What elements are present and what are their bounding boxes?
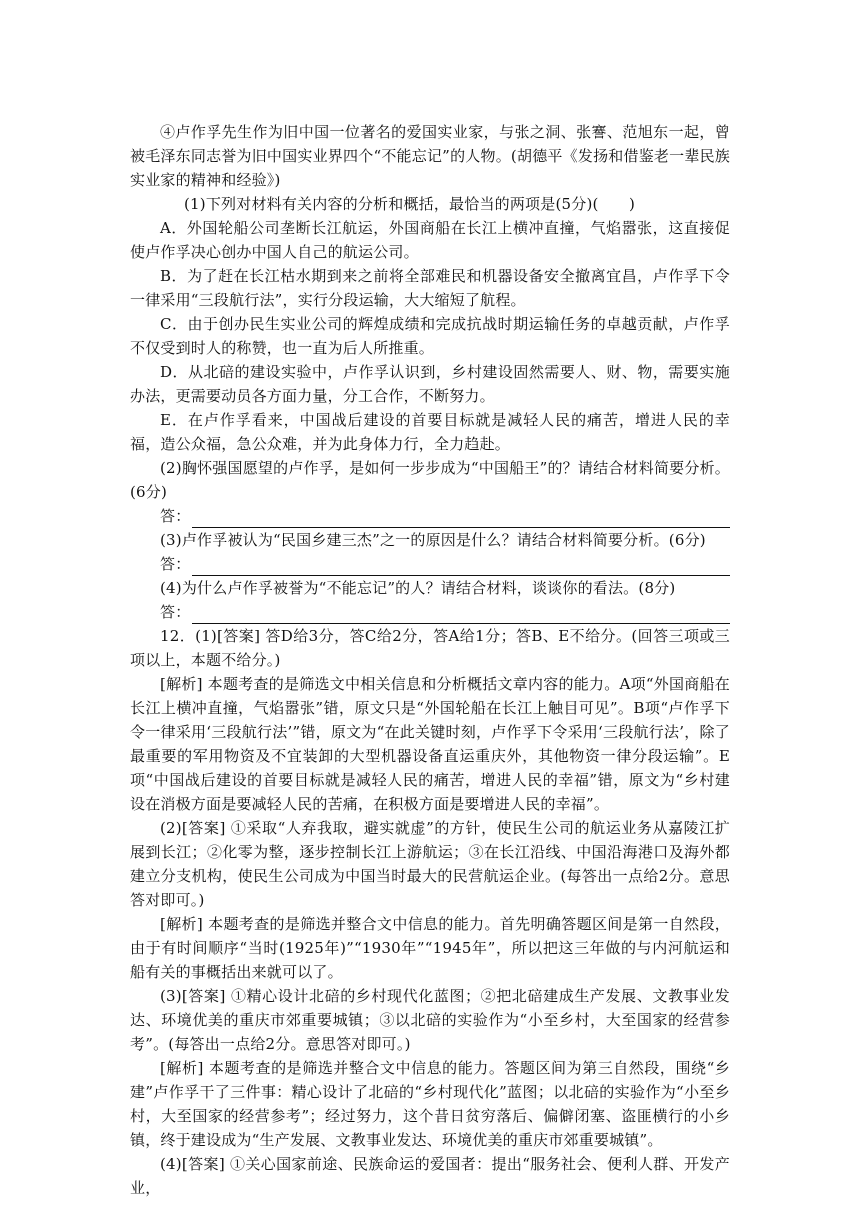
answer-underline <box>192 558 730 576</box>
answer-underline <box>192 510 730 528</box>
question-3: (3)卢作孚被认为“民国乡建三杰”之一的原因是什么？请结合材料简要分析。(6分) <box>160 531 706 549</box>
explanation-1: [解析] 本题考查的是筛选文中相关信息和分析概括文章内容的能力。A项“外国商船在长江上横冲直撞，气焰嚣张”错，原文只是“外国轮船在长江上触目可见”。B项“卢作孚下令一律采用‘三段航行法’”错，原文为“在此关键时刻，卢作孚下令采用‘三段航行法’，除了最重要的军用物资及不宜装卸的大型机器设备直运重庆外，其他物资一律分段运输”。E项“中国战后建设的首要目标就是减轻人民的痛苦，增进人民的幸福”错，原文为“乡村建设在消极方面是要减轻人民的苦痛，在积极方面是要增进人民的幸福”。 <box>130 675 730 813</box>
option-c: C．由于创办民生实业公司的辉煌成绩和完成抗战时期运输任务的卓越贡献，卢作孚不仅受到时人的称赞，也一直为后人所推重。 <box>130 315 730 357</box>
explanation-2: [解析] 本题考查的是筛选并整合文中信息的能力。首先明确答题区间是第一自然段，由于有时间顺序“当时(1925年)”“1930年”“1945年”，所以把这三年做的与内河航运和船有关的事概括出来就可以了。 <box>130 915 730 981</box>
option-a: A．外国轮船公司垄断长江航运，外国商船在长江上横冲直撞，气焰嚣张，这直接促使卢作孚决心创办中国人自己的航运公司。 <box>130 219 730 261</box>
answer-label: 答： <box>160 507 191 525</box>
answer-key-3: (3)[答案] ①精心设计北碚的乡村现代化蓝图；②把北碚建成生产发展、文教事业发达、环境优美的重庆市郊重要城镇；③以北碚的实验作为“小至乡村，大至国家的经营参考”。(每答出一点给2分。意思答对即可。) <box>130 987 730 1053</box>
answer-label: 答： <box>160 603 191 621</box>
document-page <box>130 120 730 1200</box>
material-4-paragraph: ④卢作孚先生作为旧中国一位著名的爱国实业家，与张之洞、张謇、范旭东一起，曾被毛泽东同志誉为旧中国实业界四个“不能忘记”的人物。(胡德平《发扬和借鉴老一辈民族实业家的精神和经验》) <box>130 123 730 189</box>
answer-label: 答： <box>160 555 191 573</box>
answer-underline <box>192 606 730 624</box>
answer-line-4[interactable] <box>160 600 730 624</box>
answer-line-3[interactable] <box>160 552 730 576</box>
answer-key-4: (4)[答案] ①关心国家前途、民族命运的爱国者：提出“服务社会、便利人群、开发产业， <box>130 1155 730 1197</box>
answer-key-2: (2)[答案] ①采取“人弃我取，避实就虚”的方针，使民生公司的航运业务从嘉陵江扩展到长江；②化零为整，逐步控制长江上游航运；③在长江沿线、中国沿海港口及海外都建立分支机构，使民生公司成为中国当时最大的民营航运企业。(每答出一点给2分。意思答对即可。) <box>130 819 730 909</box>
question-1-stem: (1)下列对材料有关内容的分析和概括，最恰当的两项是(5分)( ) <box>184 195 636 213</box>
option-d: D．从北碚的建设实验中，卢作孚认识到，乡村建设固然需要人、财、物，需要实施办法，更需要动员各方面力量，分工合作，不断努力。 <box>130 363 730 405</box>
question-4: (4)为什么卢作孚被誉为“不能忘记”的人？请结合材料，谈谈你的看法。(8分) <box>160 579 676 597</box>
option-b: B．为了赶在长江枯水期到来之前将全部难民和机器设备安全撤离宜昌，卢作孚下令一律采用“三段航行法”，实行分段运输，大大缩短了航程。 <box>130 267 730 309</box>
option-e: E．在卢作孚看来，中国战后建设的首要目标就是减轻人民的痛苦，增进人民的幸福，造公众福，急公众难，并为此身体力行，全力趋赴。 <box>130 411 730 453</box>
explanation-3: [解析] 本题考查的是筛选并整合文中信息的能力。答题区间为第三自然段，围绕“乡建”卢作孚干了三件事：精心设计了北碚的“乡村现代化”蓝图；以北碚的实验作为“小至乡村，大至国家的经营参考”；经过努力，这个昔日贫穷落后、偏僻闭塞、盗匪横行的小乡镇，终于建设成为“生产发展、文教事业发达、环境优美的重庆市郊重要城镇”。 <box>130 1059 730 1149</box>
answer-key-1: 12．(1)[答案] 答D给3分，答C给2分，答A给1分；答B、E不给分。(回答三项或三项以上，本题不给分。) <box>130 627 730 669</box>
answer-line-2[interactable] <box>160 504 730 528</box>
question-2: (2)胸怀强国愿望的卢作孚，是如何一步步成为“中国船王”的？请结合材料简要分析。(6分) <box>130 459 730 501</box>
